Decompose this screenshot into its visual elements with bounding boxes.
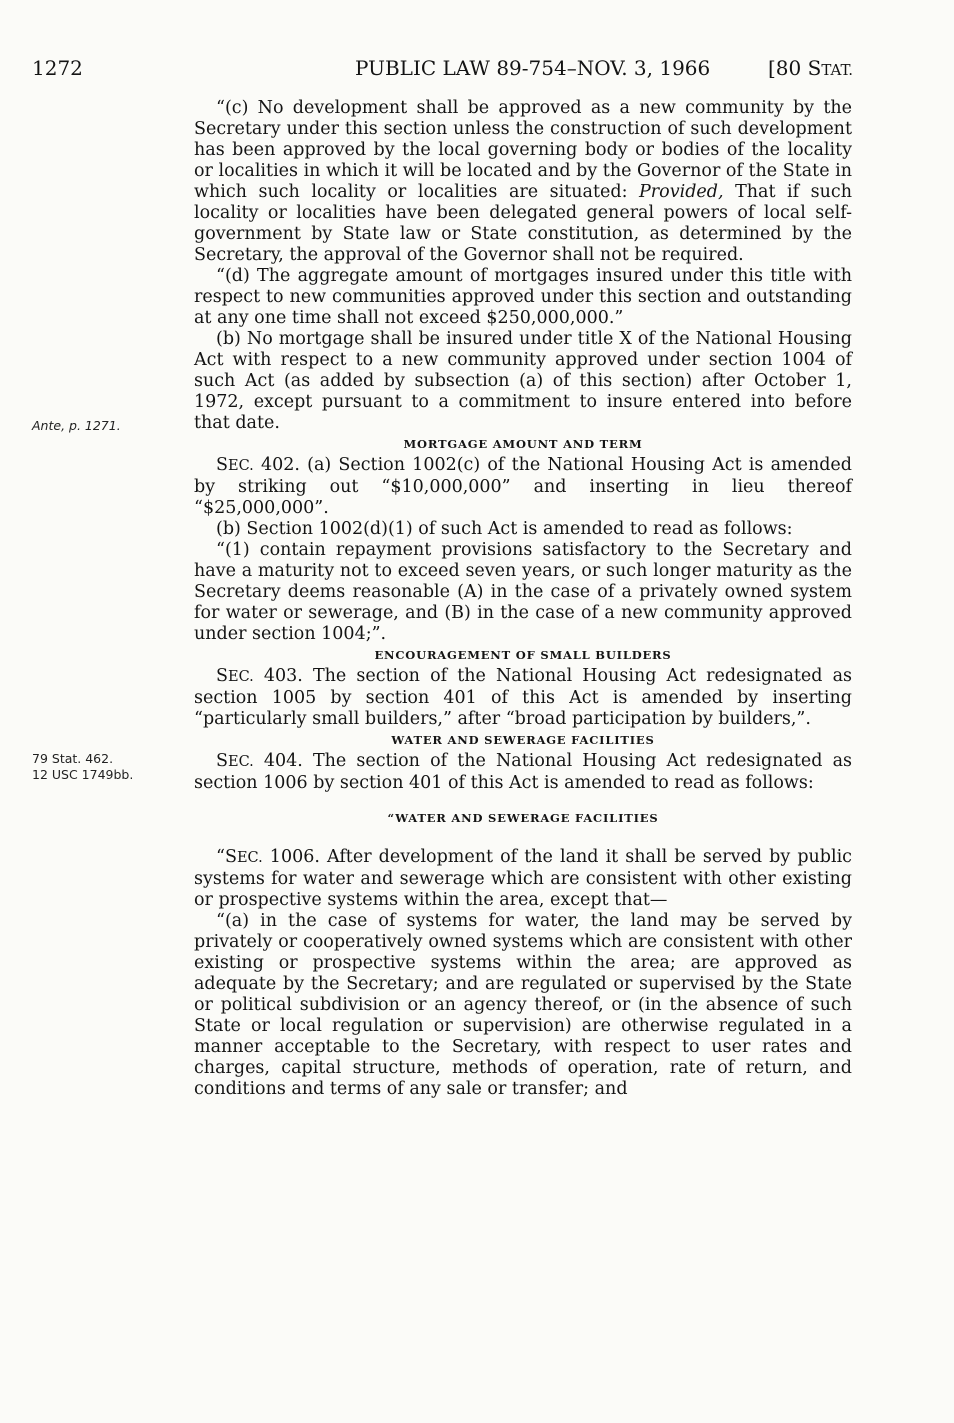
sec-label-initial: S (216, 455, 228, 475)
paragraph-c (194, 98, 852, 266)
heading-mortgage-amount: MORTGAGE AMOUNT AND TERM (403, 437, 643, 451)
provided-italic: Provided, (639, 182, 724, 202)
sec-label-initial: S (216, 666, 228, 686)
sec-label-rest: EC. (228, 754, 254, 770)
paragraph-b-sec401: (b) No mortgage shall be insured under title X of the National Housing Act with respect to a new community approved under section 1004 of such Act (as added by subsection (a) of this section) after October 1, 1972, except pursuant to a commitment to insure entered into before that date. (194, 329, 852, 433)
page-header (0, 50, 954, 84)
section-1006-text: 1006. After development of the land it shall be served by public systems for water and sewerage which are consistent with other existing or prospective systems within the area, except that— (194, 847, 852, 910)
paragraph-c-text-cont: That if such locality or localities have been delegated general powers of local self-government by State law or State constitution, as determined by the Secretary, the approval of the Governor shall not be required. (194, 182, 853, 265)
heading-water-sewerage: WATER AND SEWERAGE FACILITIES (391, 733, 655, 747)
section-404-text: 404. The section of the National Housing Act redesignated as section 1006 by section 401 of this Act is amended to read as follows: (194, 751, 852, 793)
running-title: PUBLIC LAW 89-754–NOV. 3, 1966 (355, 56, 711, 80)
section-404 (194, 751, 852, 794)
heading-water-sewerage-quoted: “WATER AND SEWERAGE FACILITIES (387, 811, 659, 825)
statute-reference-prefix: [80 S (768, 56, 822, 80)
margin-note-ante (32, 418, 121, 434)
sec-label-initial: S (216, 751, 228, 771)
page-number: 1272 (32, 56, 83, 80)
section-1006 (194, 847, 852, 911)
margin-note-ante-text: Ante, p. 1271. (32, 418, 121, 433)
statute-reference-suffix: TAT. (821, 61, 854, 79)
body-text (194, 98, 852, 1100)
heading-small-builders: ENCOURAGEMENT OF SMALL BUILDERS (374, 648, 672, 662)
section-402-b: (b) Section 1002(d)(1) of such Act is amended to read as follows: (216, 519, 793, 539)
margin-note-stat-line2: 12 USC 1749bb. (32, 767, 134, 782)
sec-label-rest: EC. (228, 669, 254, 685)
section-403-text: 403. The section of the National Housing Act redesignated as section 1005 by section 401 of this Act is amended by inserting “particularly small builders,” after “broad participation by builders,”. (194, 666, 852, 729)
section-402-quote-text: “(1) contain repayment provisions satisfactory to the Secretary and have a maturity not to exceed seven years, or such longer maturity as the Secretary deems reasonable (A) in the case of a privately owned system for water or sewerage, and (B) in the case of a new community approved under section 1004;”. (194, 540, 852, 644)
section-402-a-text: 402. (a) Section 1002(c) of the National Housing Act is amended by striking out “$10,000,000” and inserting in lieu thereof “$25,000,000”. (194, 455, 852, 518)
sec-label-initial: “S (216, 847, 237, 867)
margin-note-stat-line1: 79 Stat. 462. (32, 751, 114, 766)
paragraph-c-text: “(c) No development shall be approved as a new community by the Secretary under this section unless the construction of such development has been approved by the local governing body or bodies of the locality or localities in which it will be located and by the Governor of the State in which such locality or localities are situated: (194, 98, 852, 202)
margin-note-stat (32, 751, 133, 783)
sec-label-rest: EC. (236, 850, 263, 866)
section-1006-a-text: “(a) in the case of systems for water, the land may be served by privately or cooperatively owned systems which are consistent with other existing or prospective systems within the area; are approved as adequate by the Secretary; and are regulated or supervised by the State or political subdivision or an agency thereof, or (in the absence of such State or local regulation or supervision) are otherwise regulated in a manner acceptable to the Secretary, with respect to user rates and charges, capital structure, methods of operation, rate of return, and conditions and terms of any sale or transfer; and (194, 911, 852, 1099)
sec-label-rest: EC. (228, 458, 254, 474)
section-402-quote (194, 540, 852, 645)
section-403 (194, 666, 852, 730)
section-1006-a (194, 911, 852, 1100)
statute-reference (768, 56, 853, 80)
section-402-a (194, 455, 852, 519)
paragraph-d: “(d) The aggregate amount of mortgages insured under this title with respect to new communities approved under this section and outstanding at any one time shall not exceed $250,000,000.” (194, 266, 852, 328)
